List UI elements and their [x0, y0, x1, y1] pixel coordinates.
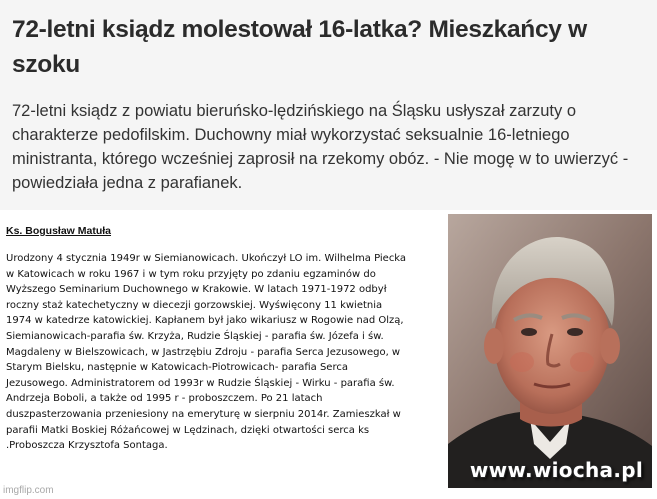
bio-line: Magdaleny w Bielszowicach, w Jastrzębiu Zdroju - parafia Serca Jezusowego, w — [6, 346, 401, 358]
imgflip-credit: imgflip.com — [3, 485, 54, 496]
bio-name: Ks. Bogusław Matuła — [6, 225, 112, 237]
bio-line: parafii Matki Boskiej Różańcowej w Lędzinach, dzięki otwartości serca ks — [6, 424, 370, 436]
article-lead — [12, 99, 652, 195]
bio-line: Urodzony 4 stycznia 1949r w Siemianowicach. Ukończył LO im. Wilhelma Piecka — [6, 253, 407, 264]
lead-line: 72-letni ksiądz z powiatu bieruńsko-lędzińskiego na Śląsku usłyszał zarzuty o — [12, 102, 577, 120]
bio-line: Starym Bielsku, następnie w Katowicach-Piotrowicach- parafia Serca — [6, 362, 348, 374]
bio-line: Siemianowicach-parafia św. Krzyża, Rudzie Śląskiej - parafia św. Józefa i św. — [6, 330, 384, 342]
article-header-panel — [0, 0, 657, 210]
portrait-illustration — [448, 214, 652, 488]
bio-line: Jezusowego. Administratorem od 1993r w Rudzie Śląskiej - Wirku - parafia św. — [6, 377, 395, 389]
bio-line: roczny staż katechetyczny w diecezji gorzowskiej. Wyświęcony 11 kwietnia — [6, 299, 383, 311]
bio-line: Wyższego Seminarium Duchownego w Krakowie. W latach 1971-1972 odbył — [6, 284, 387, 296]
priest-portrait-photo — [448, 214, 652, 488]
watermark-logo: www.wiocha.pl — [469, 458, 643, 482]
bio-line: Andrzeja Boboli, a także od 1995 r - proboszczem. Po 21 latach — [6, 393, 323, 405]
article-headline[interactable]: 72-letni ksiądz molestował 16-latka? Mieszkańcy w szoku — [12, 16, 587, 78]
bio-line: .Proboszcza Krzysztofa Sontaga. — [6, 440, 168, 452]
bio-text — [6, 251, 446, 454]
lead-line: ministranta, którego wcześniej zaprosił na rzekomy obóz. - Nie mogę w to uwierzyć - — [12, 150, 629, 168]
bio-line: duszpasterzowania przeniesiony na emeryturę w sierpniu 2014r. Zamieszkał w — [6, 408, 401, 420]
bio-line: 1974 w katedrze katowickiej. Kapłanem był jako wikariusz w Rogowie nad Olzą, — [6, 315, 404, 327]
lead-line: charakterze pedofilskim. Duchowny miał wykorzystać seksualnie 16-letniego — [12, 126, 570, 144]
bio-line: w Katowicach w roku 1967 i w tym roku przyjęty po zdaniu egzaminów do — [6, 268, 376, 280]
lead-line: powiedziała jedna z parafianek. — [12, 174, 243, 192]
